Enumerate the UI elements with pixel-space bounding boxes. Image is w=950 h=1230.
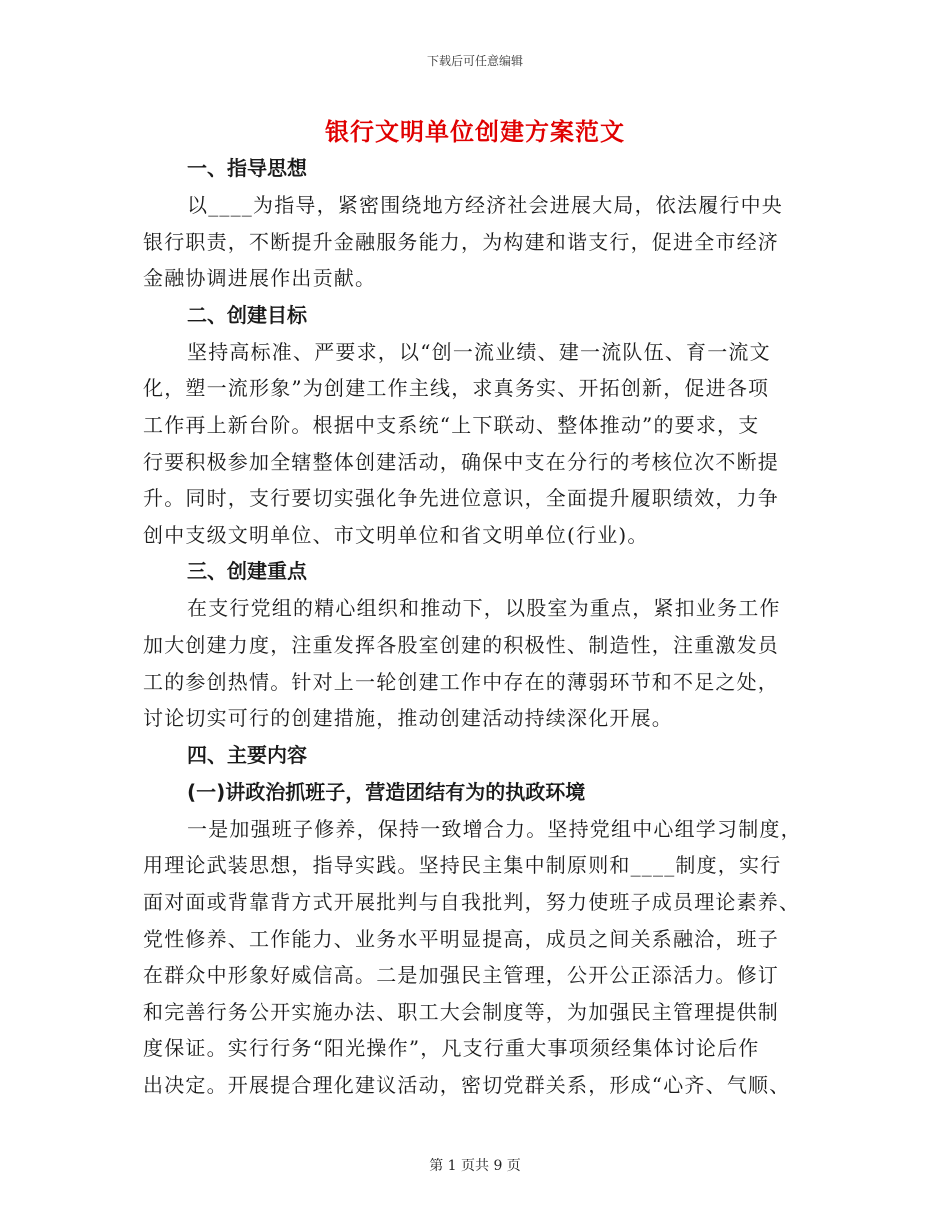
subsection-heading-politics-leadership: (一)讲政治抓班子，营造团结有为的执政环境 xyxy=(187,779,586,804)
paragraph-line: 度保证。实行行务“阳光操作”，凡支行重大事项须经集体讨论后作 xyxy=(143,1036,760,1061)
document-title: 银行文明单位创建方案范文 xyxy=(325,117,625,146)
paragraph-line: 面对面或背靠背方式开展批判与自我批判，努力使班子成员理论素养、 xyxy=(143,889,801,914)
page-number-footer: 第 1 页共 9 页 xyxy=(429,1158,521,1174)
paragraph-line: 银行职责，不断提升金融服务能力，为构建和谐支行，促进全市经济 xyxy=(143,229,779,254)
section-body-creation-goals xyxy=(143,334,805,554)
paragraph-line: 以____为指导，紧密围绕地方经济社会进展大局，依法履行中央 xyxy=(187,193,783,217)
paragraph-line: 党性修养、工作能力、业务水平明显提高，成员之间关系融洽，班子 xyxy=(143,926,779,951)
paragraph-line: 创中支级文明单位、市文明单位和省文明单位(行业)。 xyxy=(143,522,649,547)
section-heading-creation-focus: 三、创建重点 xyxy=(187,559,307,584)
paragraph-line: 坚持高标准、严要求，以“创一流业绩、建一流队伍、育一流文 xyxy=(187,339,771,364)
section-body-main-content xyxy=(143,811,805,1104)
paragraph-line: 行要积极参加全辖整体创建活动，确保中支在分行的考核位次不断提 xyxy=(143,449,779,474)
paragraph-line: 工的参创热情。针对上一轮创建工作中存在的薄弱环节和不足之处， xyxy=(143,669,779,694)
paragraph-line: 出决定。开展提合理化建议活动，密切党群关系，形成“心齐、气顺、 xyxy=(143,1072,791,1097)
section-body-creation-focus xyxy=(143,590,805,736)
paragraph-line: 升。同时，支行要切实强化争先进位意识，全面提升履职绩效，力争 xyxy=(143,486,779,511)
paragraph-line: 和完善行务公开实施办法、职工大会制度等，为加强民主管理提供制 xyxy=(143,999,779,1024)
paragraph-line: 加大创建力度，注重发挥各股室创建的积极性、制造性，注重激发员 xyxy=(143,632,779,657)
section-heading-main-content: 四、主要内容 xyxy=(187,742,307,767)
paragraph-line: 讨论切实可行的创建措施，推动创建活动持续深化开展。 xyxy=(143,706,673,731)
paragraph-line: 用理论武装思想，指导实践。坚持民主集中制原则和____制度，实行 xyxy=(143,853,782,878)
paragraph-line: 一是加强班子修养，保持一致增合力。坚持党组中心组学习制度， xyxy=(187,816,802,841)
paragraph-line: 在支行党组的精心组织和推动下，以股室为重点，紧扣业务工作 xyxy=(187,596,781,621)
document-body xyxy=(143,150,805,1103)
paragraph-line: 在群众中形象好威信高。二是加强民主管理，公开公正添活力。修订 xyxy=(143,963,779,988)
paragraph-line: 金融协调进展作出贡献。 xyxy=(143,266,377,291)
section-heading-creation-goals: 二、创建目标 xyxy=(187,302,307,327)
section-body-guiding-ideology xyxy=(143,187,805,297)
header-note: 下载后可任意编辑 xyxy=(426,54,523,68)
section-heading-guiding-ideology: 一、指导思想 xyxy=(187,156,307,180)
paragraph-line: 化，塑一流形象”为创建工作主线，求真务实、开拓创新，促进各项 xyxy=(143,376,770,401)
paragraph-line: 工作再上新台阶。根据中支系统“上下联动、整体推动”的要求，支 xyxy=(143,412,760,437)
